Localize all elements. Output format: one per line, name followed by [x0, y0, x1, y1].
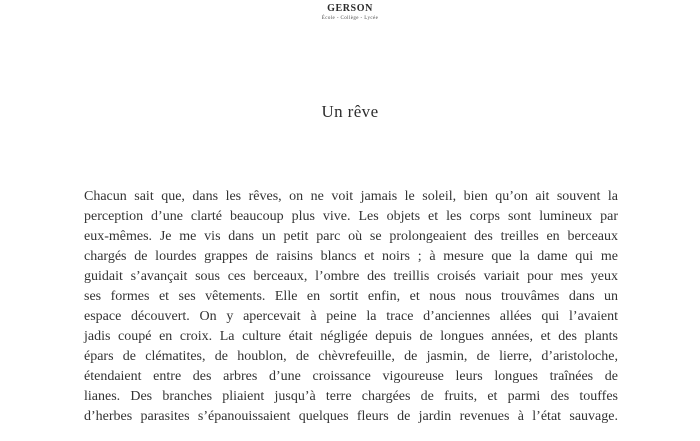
- letterhead: [0, 3, 700, 21]
- body-line: espace découvert. On y apercevait à peine la trace d’anciennes allées qui l’avaient: [84, 309, 618, 324]
- body-line: étendaient entre des arbres d’une croissance vigoureuse leurs longues traînées de: [84, 369, 618, 384]
- body-line: d’herbes parasites s’épanouissaient quelques fleurs de jardin revenues à l’état sauvage.: [84, 409, 618, 424]
- body-line: lianes. Des branches pliaient jusqu’à terre chargées de fruits, et parmi des touffes: [84, 389, 618, 404]
- body-line: jadis coupé en croix. La culture était négligée depuis de longues années, et des plants: [84, 329, 618, 344]
- document-body: [84, 187, 618, 427]
- school-subtitle: École - Collège - Lycée: [321, 16, 379, 21]
- body-line: chargés de lourdes grappes de raisins blancs et noirs ; à mesure que la dame qui me: [84, 249, 618, 264]
- body-line: épars de clématites, de houblon, de chèvrefeuille, de jasmin, de lierre, d’aristoloche,: [84, 349, 618, 364]
- body-line: Chacun sait que, dans les rêves, on ne voit jamais le soleil, bien qu’on ait souvent la: [84, 189, 618, 204]
- school-name: GERSON: [327, 3, 373, 14]
- body-line: ses formes et ses vêtements. Elle en sortit enfin, et nous nous trouvâmes dans un: [84, 289, 618, 304]
- body-line: guidait s’avançait sous ces berceaux, l’ombre des treillis croisés variait pour mes yeux: [84, 269, 618, 284]
- body-line: eux-mêmes. Je me vis dans un petit parc où se prolongeaient des treilles en berceaux: [84, 229, 618, 244]
- document-title: Un rêve: [321, 102, 379, 121]
- body-line: perception d’une clarté beaucoup plus vive. Les objets et les corps sont lumineux par: [84, 209, 618, 224]
